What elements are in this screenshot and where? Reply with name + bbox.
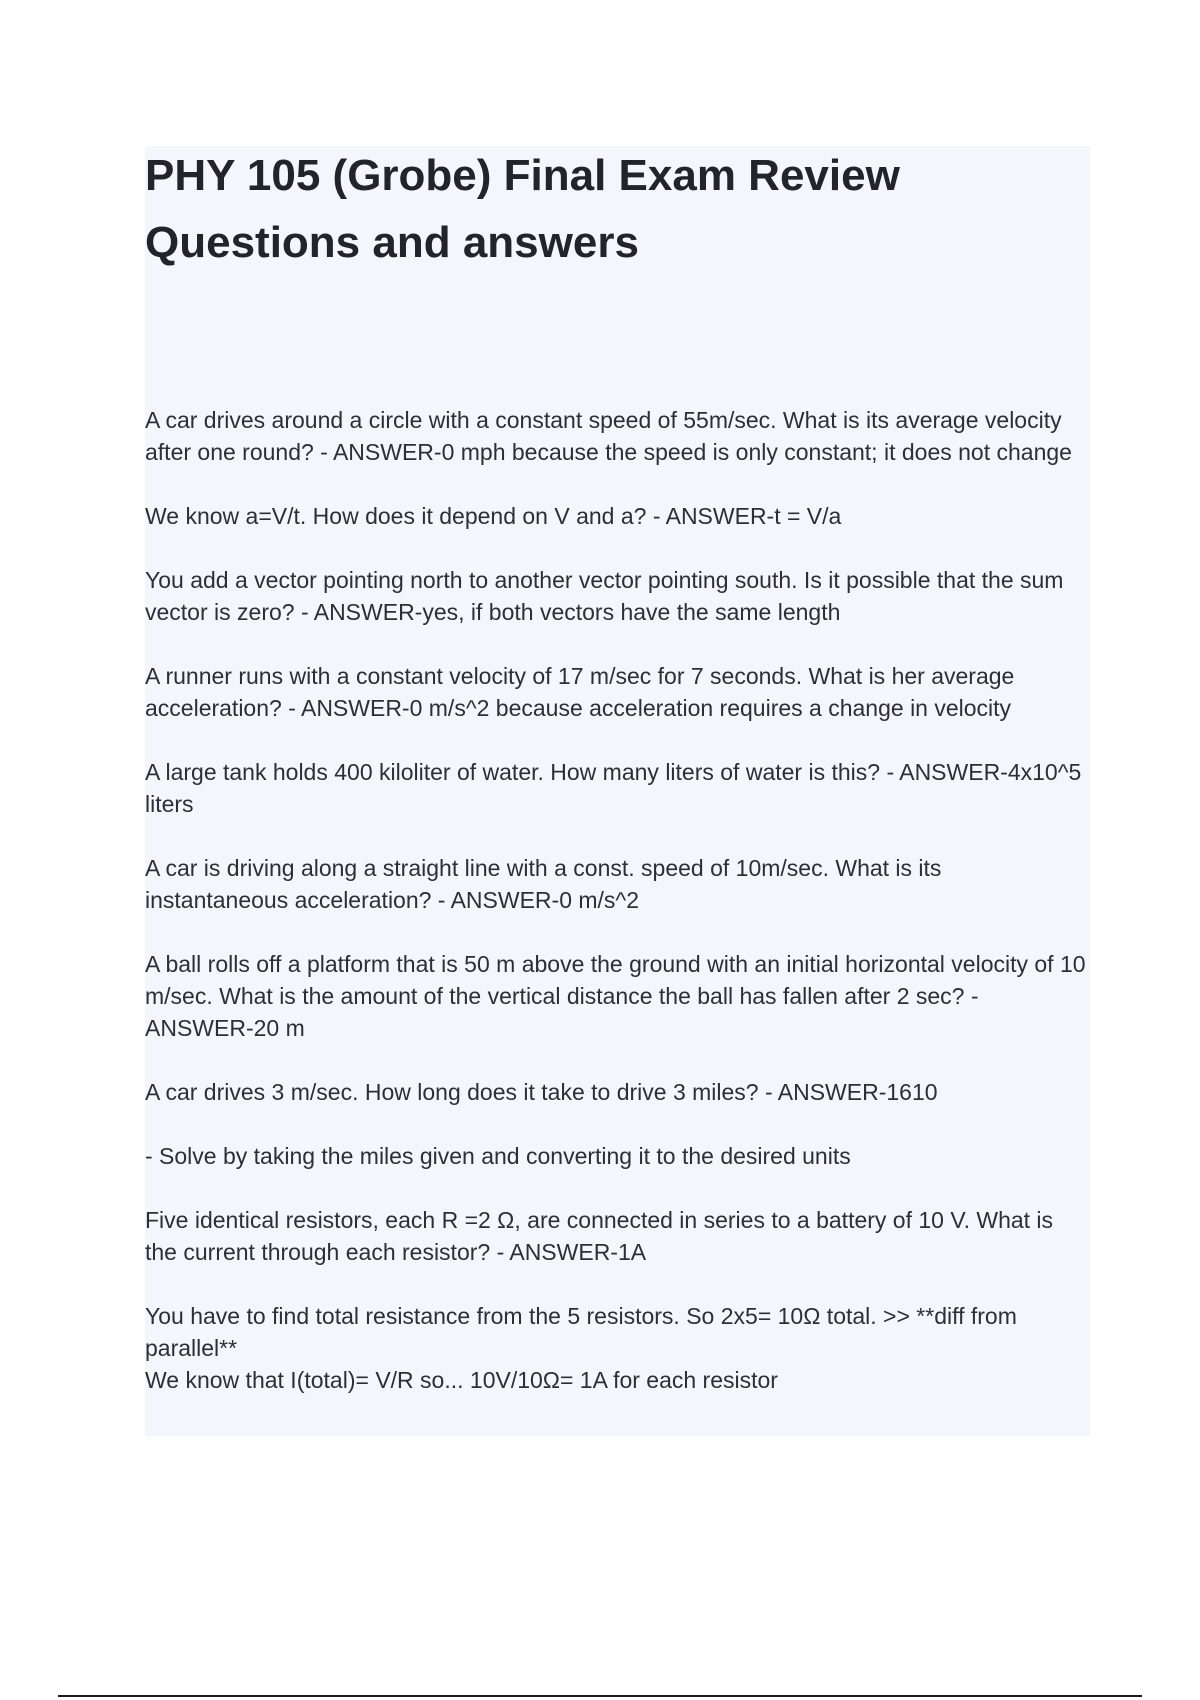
- qa-item: - Solve by taking the miles given and converting it to the desired units: [145, 1143, 851, 1169]
- qa-item-explanation: [145, 1300, 1090, 1396]
- qa-list: [145, 404, 1090, 1428]
- explanation-line: You have to find total resistance from the 5 resistors. So 2x5= 10Ω total. >> **diff from parallel**: [145, 1303, 1017, 1361]
- explanation-line: We know that I(total)= V/R so... 10V/10Ω= 1A for each resistor: [145, 1367, 778, 1393]
- qa-item: You add a vector pointing north to another vector pointing south. Is it possible that the sum vector is zero? - ANSWER-yes, if both vectors have the same length: [145, 567, 1064, 625]
- qa-item: A car drives 3 m/sec. How long does it take to drive 3 miles? - ANSWER-1610: [145, 1079, 938, 1105]
- qa-item: A car is driving along a straight line with a const. speed of 10m/sec. What is its instantaneous acceleration? - ANSWER-0 m/s^2: [145, 855, 942, 913]
- qa-item: A ball rolls off a platform that is 50 m above the ground with an initial horizontal velocity of 10 m/sec. What is the amount of the vertical distance the ball has fallen after 2 sec? - ANSWER-20 m: [145, 951, 1086, 1041]
- qa-item: A large tank holds 400 kiloliter of water. How many liters of water is this? - ANSWER-4x10^5 liters: [145, 759, 1082, 817]
- qa-item: A car drives around a circle with a constant speed of 55m/sec. What is its average velocity after one round? - ANSWER-0 mph because the speed is only constant; it does not change: [145, 407, 1072, 465]
- document-title: PHY 105 (Grobe) Final Exam Review Questions and answers: [145, 151, 900, 267]
- qa-item: Five identical resistors, each R =2 Ω, are connected in series to a battery of 10 V. What is the current through each resistor? - ANSWER-1A: [145, 1207, 1054, 1265]
- qa-item: We know a=V/t. How does it depend on V and a? - ANSWER-t = V/a: [145, 503, 842, 529]
- qa-item: A runner runs with a constant velocity of 17 m/sec for 7 seconds. What is her average acceleration? - ANSWER-0 m/s^2 because acceleration requires a change in velocity: [145, 663, 1015, 721]
- page-bottom-rule: [58, 1695, 1142, 1697]
